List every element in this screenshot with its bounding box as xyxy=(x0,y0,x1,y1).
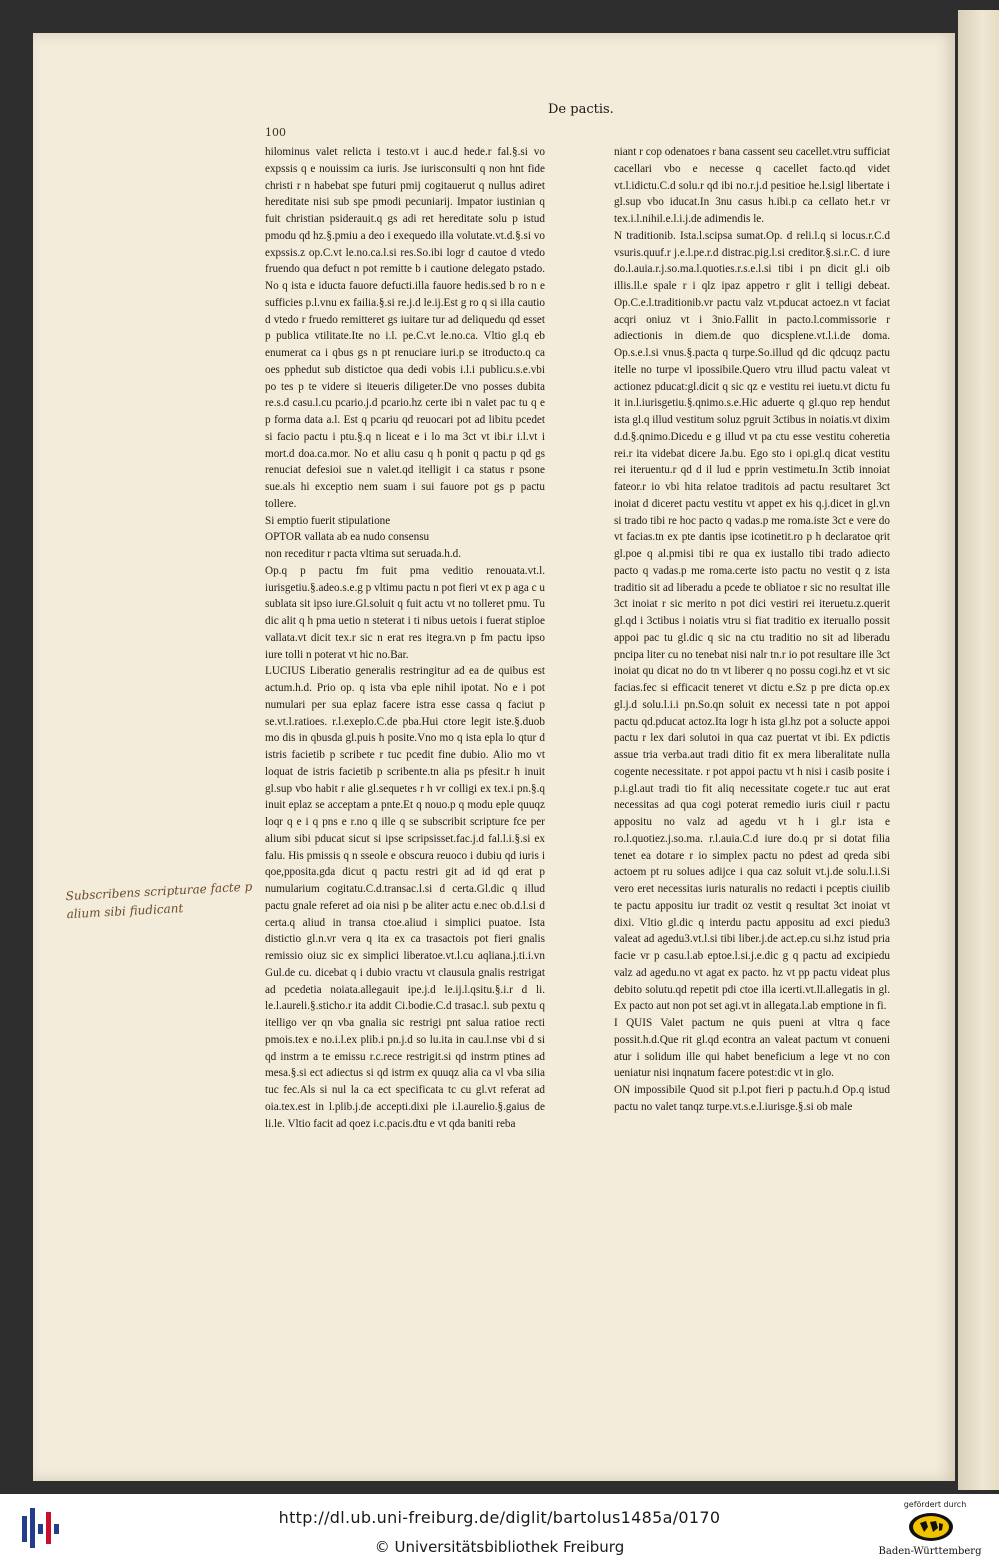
next-page-edge xyxy=(958,10,999,1490)
left-text-column: hilominus valet relicta i testo.vt i auc.d hede.r fal.§.si vo expssis q e nouissim ca iuris. Jse iurisconsulti q non hnt fide christi r n habebat spe futuri pmij cogitauerut q nullus adiret hereditate nisi sub spe pmodi pecuniarij. Impator iustinian q fuit christian psiderauit.q gs adi ret hereditate solu p istud pmodu qd hz.§.pmiu a deo i exequedo illa volutate.vt.d.§.si vo expssis.z op.C.vt le.no.ca.l.si res.So.ibi logr d cautoe d vtedo fruendo qua defuct n pot remitte b i cautione delegato pstado. No q ista e iducta fauore defucti.illa fauore hedis.sed b ro n e sufficies p.l.vnu ex failia.§.si re.j.d le.ij.Est g ro q si illa cautio d vtedo r fruedo remitteret gs iuitare tur ad deliquedu qd esset p publica vtilitate.Ite no i.l. pe.C.vt le.no.ca. Vltio gl.q eb enumerat ca i qbus gs n pt renuciare iuri.p se itroducto.q ca oes pphedut sub distictoe qua dedi vobis i.l.i publicu.s.e.vbi po tes p te videre si iteueris diligeter.De vno posses dubita re.s.d casu.l.cu pcario.j.d pcario.hz certe ibi n valet pac tu q e p forma data a.l. Est q pcariu qd reuocari pot ad libitu pcedet si facio pactu i ptu.§.q n liceat e i lo ma 3ct vt ibi.r i.l.vt i mort.d doa.ca.mor. No et aliu casu q h ponit q pactu p qd gs renuciat defesioi sue n valet.qd itelligit i ca status r psone sue.als hi exceptio nem suam i sui fauore pot gs p pactu tollere. Si emptio fuerit stipulatione OPTOR vallata ab ea nudo consensu non receditur r pacta vltima sut seruada.h.d. Op.q p pactu fm fuit pma veditio renouata.vt.l. iurisgetiu.§.adeo.s.e.g p vltimu pactu n pot fieri vt ex p aga c u sublata sit ipso iure.Gl.soluit q fuit actu vt no tolleret pmu. Tu dic alit q h pma uetio n steterat i ti nibus uetois i fuerat stiploe vallata.vt dicit tex.r sic n erat res itegra.vn p fm pactu ipso iure tolli n poterat vt hic no.Bar. LUCIUS Liberatio generalis restringitur ad ea de quibus est actum.h.d. Prio op. q ista vba eple nihil ipotat. No e i pot numulari per sua eplaz facere istra esse cassa q faciut p se.vt.l.ratioes. r.l.exeplo.C.de pba.Hui ctore legit iste.§.duob mo dis in qbusda gl.puis h posite.Vno mo q ista epla lo qtur d istris facietib p scribete r tuc pcedit fine dubio. Alio mo vt loquat de istris facietib p scribente.tn alia ps pfesit.r h inuit gl.sup vbo habit r alie gl.sequetes r h vr colligi ex tex.i pn.§.q inuit eplaz se acceptam a pnte.Et q nouo.p q modu eple quuqz loqr q e i q pns e r.no q ille q se subscribit scripture fce per alium sibi pducat sicut si ipse scripsisset.fac.j.d fal.l.i.§.si ex falu. His pmissis q n sseole e obscura reuoco i dubiu qd iuris i qoe,pposita.gda dicut q pactu restri git ad id qd erat p numularium cogitatu.C.d.transac.l.si d certa.Gl.dic q illud pactu gnale referet ad oia nisi p be aliter actu e.nec ob.d.l.si d certa.q aliud in transa ctoe.aliud i simplici puatoe. Ista distictio gl.n.vr vera q ita ex ca trasactois pot fieri gnalis remissio oiuz sic ex simplici liberatoe.vt.l.cu aqliana.j.ti.i.vn Gul.de cu. dicebat q i dubio vractu vt clausula gnalis restrigat ad pcedetia noiata.allegauit ipe.j.d le.ij.l.qsitu.§.i.r d li. le.l.aureli.§.sticho.r ita addit Ci.bodie.C.d trasac.l. sub pextu q itelligo ver qn vba gnalia sic restrigi pnt salua ratioe recti pmois.tex e no.i.l.ex plib.i pn.j.d so lu.ita in cau.l.nse vbi d si qd instrm a te emissu r.c.rece restrigit.si qd instrm ptines ad mesa.§.si ect adiectus si qd istrm ex quuqz alia ca vl vba silia tuc fec.Als si nul la ca ect specificata tc cu gl.vt referat ad oia.tex.est in l.plib.j.de accepti.dixi ple i.l.aurelio.§.gaius de li.le. Vltio facit ad qoez i.c.pacis.dtu e vt qda baniti reba xyxy=(265,146,545,1130)
baden-wuerttemberg-crest-icon xyxy=(905,1511,957,1543)
copyright-notice: © Universitätsbibliothek Freiburg xyxy=(374,1538,625,1556)
document-url-link[interactable]: http://dl.ub.uni-freiburg.de/diglit/bartolus1485a/0170 xyxy=(278,1508,721,1527)
handwritten-margin-note: Subscribens scripturae facte p alium sibi fiudicant xyxy=(65,879,253,922)
right-text-column: niant r cop odenatoes r bana cassent seu cacellet.vtru sufficiat cacellari vbo e necesse q cacellet facto.qd videt vt.l.idictu.C.d solu.r qd ibi no.r.j.d pesitioe he.l.sigl libertate i gl.sup vbo iducat.In 3nu casus h.ibi.p ca cellato het.r vr tex.i.l.nihil.e.l.i.j.de adimendis le. N traditionib. Ista.l.scipsa sumat.Op. d reli.l.q si locus.r.C.d vsuris.quuf.r j.e.l.pe.r.d distrac.pig.l.si creditor.§.si.r.C. d iure do.l.auia.r.j.so.ma.l.quoties.r.s.e.l.si tibi i pn dicit gl.i oib illis.ll.e spale r i qlz ipaz appetro r glit i telligi debeat. Op.C.e.l.traditionib.vr pactu valz vt.pducat actoez.n vt faciat acqri oniuz vt i 3nio.Fallit in pacto.l.commissorie r adiectionis in diem.de quo dicsplene.vt.l.i.de doma. Op.s.e.l.si vnus.§.pacta q turpe.So.illud qd dic qdcuqz pactu itelle no turpe vl ipossibile.Quero vtru illud pactu valeat vt actionez pducat:gl.dicit q sic qz e vestitu rei iuetu.vt dictu fu it in.l.iurisgetiu.§.qnimo.s.e.Hic aduerte q gl.quo rep hendut ista gl.q illud vestitum soluz pgruit 3ctibus in noiatis.vt dixim d.d.§.qnimo.Dicedu e g illud vt pa ctu esse vestitu coheretia rei.r ita videbat dicere Ja.bu. Ego sto i opi.gl.q dicat vestitu rei iteruentu.r qd d il lud e pprin vestimetu.In 3ctib innoiat fateor.r io vbi hita relatoe traditois ad pactu resultaret 3ct inoiat d diceret pactu vestitu vt appet ex his q.j.dicet in gl.vn si trado tibi re hoc pacto q vadas.p me roma.iste 3ct e vere do vt facias.tn ex pte dantis ipse icotinetit.ro p h declaratoe qrit gl.poe q al.pmisi tibi re qua ex iustallo tibi trado adiecto pacto q vadas.p me roma.certe isto pactu no vestit q z ista traditio sit ad liberadu a pcede te obliatoe r sic no resultat ille 3ct inoiat r sic merito n pot dici vestiri rei iteruetu.z.querit gl.qd i 3ctibus i noiatis vtru si fiat traditio ex iteruallo possit appoi pac tu gl.dic q sic na ctu traditio no sit ad liberadu pncipa liter cu no tenebat nisi nalr tn.r io pot resultare ille 3ct inoiat qu dicat no do tn vt liberer q no possu cogi.hz et vt sic facias.fec si efficacit teneret vt dictu e.Sz p pre dicta op.ex gl.j.d solu.l.i.i pn.So.qn soluit ex necessi tate n pot appoi pactu qd.pducat actoz.Ita logr h ista gl.hz pot a solucte appoi pactu r lex dari solutoi in qua caz puertat vt ibi. Ex pdictis assue tria verba.aut tradi ditio fit ex mera liberalitate nulla cogente necessitate. r pot appoi pactu vt h nisi i casib posite i p.i.gl.aut tradi tio fit aliq necessitate cogete.r tuc aut erat necessitas ad qua cogi poterat remedio iuris ciuil r pactu appositu no valz ad agedu vt h i gl.r ista e ro.l.quotiez.j.so.ma. r.l.auia.C.d iure do.q pr si dotat filia tenet ea dotare r io simplex pactu no pdest ad qreda sibi actoem pt ru solues adijce i qua caz soluit vt.j.de solu.l.i.Si vero eret necessitas iuris naturalis no redacti i pceptis ciuilib te pactu appositu iur tradit oz vestit q resultat 3ct inoiat vt dixi. Vltio gl.dic q interdu pactu appositu ad exci piedu3 valeat ad agedu3.vt.l.si tibi liber.j.de act.ep.cu si.hz istud pria facie vr p casu.l.ab eptoe.l.si.j.e.dic g q pactu ad excipiedu valz ad agedu.no vt agat ex pacto. hz vt pp pactu videat plus debito solutu.qd repetit pdi ctoe illa icerti.vt.ll.allegatis in gl. Ex pacto aut non pot set agi.vt in allegata.l.ab emptione in fi. I QUIS Valet pactum ne quis pueni at vltra q face possit.h.d.Que rit gl.qd econtra an valeat pactum vt conueni atur i solidum ille qui habet beneficium a lege vt no con ueniatur nisi inqnatum facere potest:dic vt in glo. ON impossibile Quod sit p.l.pot fieri p pactu.h.d Op.q istud pactu no valet tanqz turpe.vt.s.e.l.iurisge.§.si ob male xyxy=(614,146,890,1113)
footer-bar xyxy=(0,1494,999,1566)
sponsor-name: Baden-Württemberg xyxy=(878,1546,982,1557)
running-header: De pactis. xyxy=(548,102,614,117)
sponsor-label: gefördert durch xyxy=(903,1500,967,1509)
folio-number: 100 xyxy=(265,126,286,139)
